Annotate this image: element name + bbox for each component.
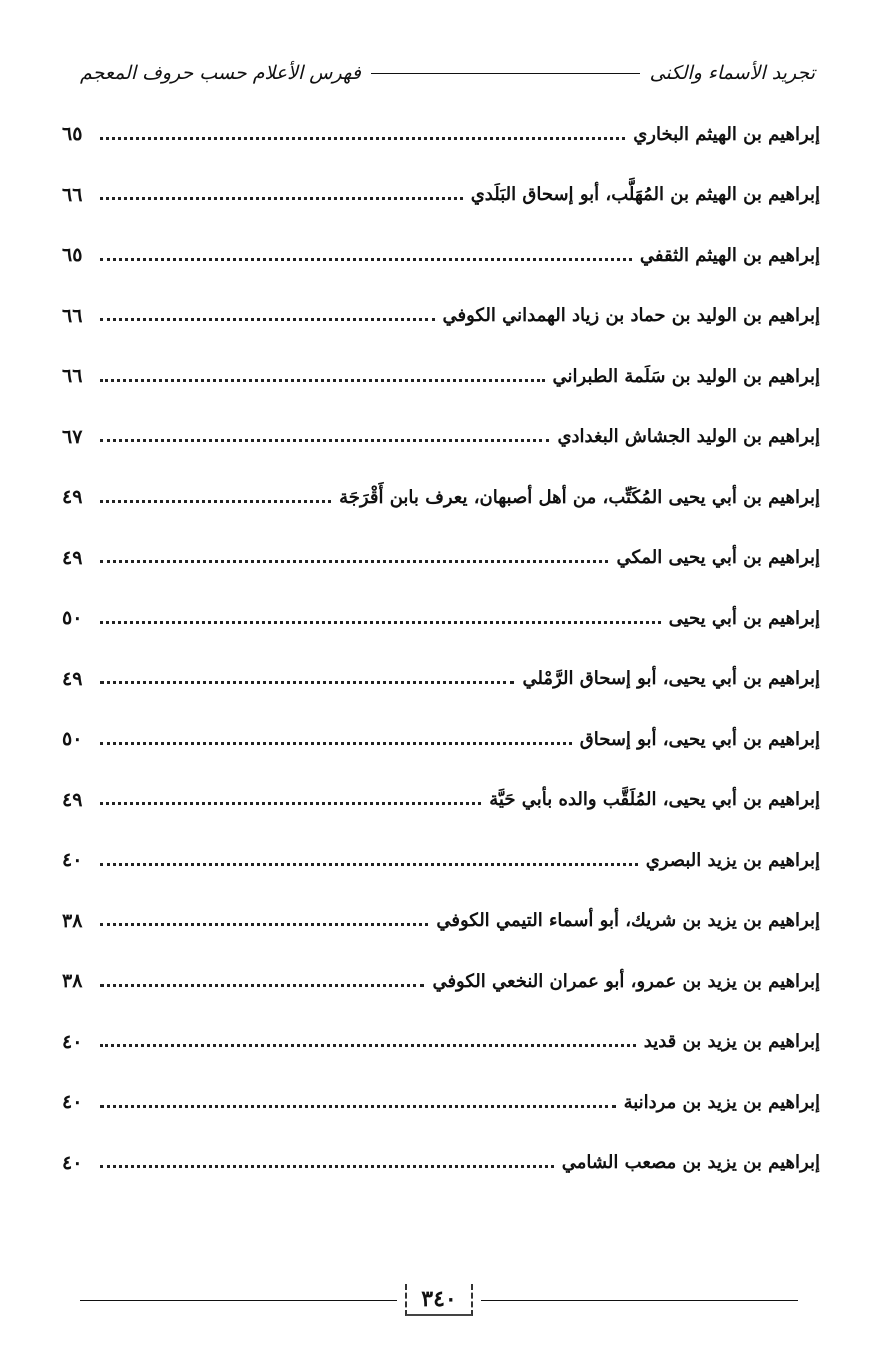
entry-page-number: ٤٩ — [62, 486, 83, 509]
entry-name: إبراهيم بن الوليد الجشاش البغدادي — [557, 426, 820, 448]
entry-name: إبراهيم بن أبي يحيى — [668, 607, 820, 629]
dot-leader — [100, 1165, 554, 1168]
index-entry — [62, 891, 820, 952]
index-entry — [62, 770, 820, 831]
index-entry — [62, 588, 820, 649]
dot-leader — [100, 197, 463, 200]
dot-leader — [100, 621, 661, 624]
index-entry — [62, 104, 820, 165]
dot-leader — [100, 258, 632, 261]
index-entry — [62, 951, 820, 1012]
entry-page-number: ٤٩ — [62, 788, 83, 811]
footer-divider-right — [481, 1300, 798, 1301]
dot-leader — [100, 500, 331, 503]
book-title: تجريد الأسماء والكنى — [649, 62, 815, 84]
index-entry — [62, 649, 820, 710]
entry-page-number: ٦٦ — [62, 365, 83, 388]
entry-page-number: ٤٩ — [62, 546, 83, 569]
entry-page-number: ٤٠ — [62, 1091, 83, 1114]
dot-leader — [100, 318, 435, 321]
index-entry — [62, 467, 820, 528]
entry-page-number: ٣٨ — [62, 909, 83, 932]
entry-name: إبراهيم بن الهيثم الثقفي — [639, 244, 820, 266]
index-list — [62, 104, 820, 1193]
entry-name: إبراهيم بن أبي يحيى، أبو إسحاق — [579, 728, 820, 750]
entry-page-number: ٥٠ — [62, 728, 83, 751]
entry-name: إبراهيم بن أبي يحيى المُكَتِّب، من أهل أصبهان، يعرف بابن أَقْرَجَة — [339, 486, 820, 508]
entry-name: إبراهيم بن الوليد بن سَلَمة الطبراني — [552, 365, 820, 387]
page-number: ٣٤٠ — [405, 1284, 472, 1316]
entry-name: إبراهيم بن الهيثم البخاري — [633, 123, 820, 145]
index-entry — [62, 709, 820, 770]
index-entry — [62, 1012, 820, 1073]
page-footer — [80, 1282, 798, 1318]
entry-page-number: ٤٠ — [62, 1151, 83, 1174]
entry-name: إبراهيم بن يزيد بن مصعب الشامي — [561, 1152, 820, 1174]
entry-name: إبراهيم بن يزيد بن قديد — [643, 1031, 820, 1053]
dot-leader — [100, 379, 545, 382]
dot-leader — [100, 439, 549, 442]
entry-page-number: ٤٠ — [62, 849, 83, 872]
dot-leader — [100, 923, 428, 926]
index-entry — [62, 1072, 820, 1133]
entry-page-number: ٥٠ — [62, 607, 83, 630]
dot-leader — [100, 742, 572, 745]
entry-page-number: ٦٥ — [62, 244, 83, 267]
dot-leader — [100, 984, 424, 987]
entry-name: إبراهيم بن الهيثم بن المُهَلَّب، أبو إسحاق البَلَدي — [470, 184, 820, 206]
entry-name: إبراهيم بن أبي يحيى، المُلَقَّب والده بأبي حَيَّة — [489, 789, 820, 811]
entry-page-number: ٦٧ — [62, 425, 83, 448]
section-title: فهرس الأعلام حسب حروف المعجم — [80, 62, 361, 84]
index-entry — [62, 165, 820, 226]
dot-leader — [100, 863, 638, 866]
index-entry — [62, 286, 820, 347]
entry-name: إبراهيم بن الوليد بن حماد بن زياد الهمداني الكوفي — [442, 305, 820, 327]
dot-leader — [100, 1044, 636, 1047]
entry-page-number: ٦٥ — [62, 123, 83, 146]
entry-name: إبراهيم بن يزيد بن مردانبة — [623, 1091, 820, 1113]
entry-page-number: ٦٦ — [62, 183, 83, 206]
entry-name: إبراهيم بن يزيد بن شريك، أبو أسماء التيمي الكوفي — [436, 910, 820, 932]
dot-leader — [100, 137, 625, 140]
footer-divider-left — [80, 1300, 397, 1301]
dot-leader — [100, 560, 608, 563]
index-entry — [62, 1133, 820, 1194]
index-entry — [62, 830, 820, 891]
header-divider — [371, 73, 640, 74]
dot-leader — [100, 681, 514, 684]
entry-page-number: ٤٠ — [62, 1030, 83, 1053]
index-entry — [62, 528, 820, 589]
index-entry — [62, 225, 820, 286]
entry-name: إبراهيم بن أبي يحيى المكي — [616, 547, 820, 569]
page-header — [80, 58, 815, 88]
entry-page-number: ٤٩ — [62, 667, 83, 690]
index-entry — [62, 407, 820, 468]
entry-name: إبراهيم بن أبي يحيى، أبو إسحاق الرَّمْلي — [522, 668, 820, 690]
entry-page-number: ٣٨ — [62, 970, 83, 993]
entry-name: إبراهيم بن يزيد البصري — [645, 849, 820, 871]
dot-leader — [100, 1105, 616, 1108]
entry-page-number: ٦٦ — [62, 304, 83, 327]
dot-leader — [100, 802, 481, 805]
index-entry — [62, 346, 820, 407]
entry-name: إبراهيم بن يزيد بن عمرو، أبو عمران النخعي الكوفي — [432, 970, 820, 992]
